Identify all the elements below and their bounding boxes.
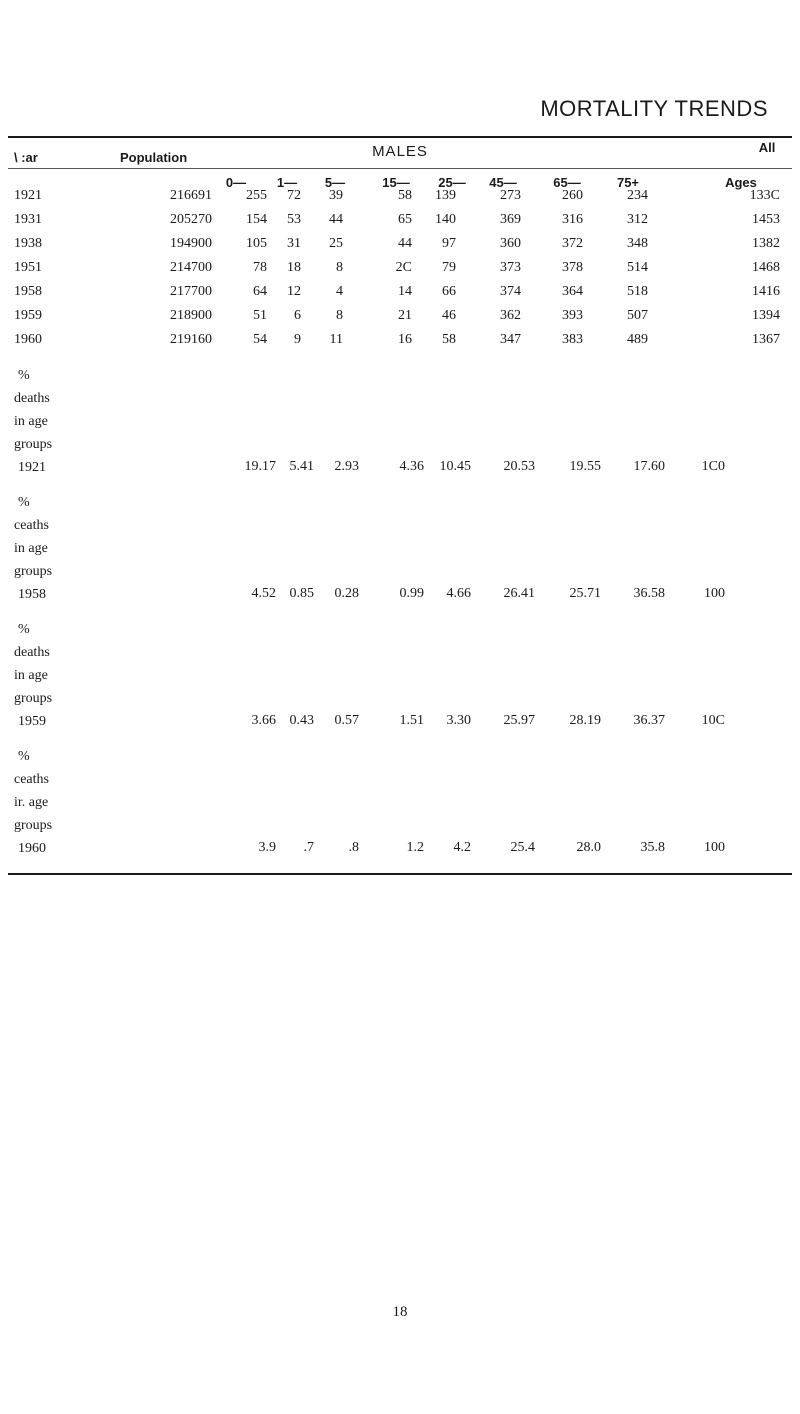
percent-cell: 0.85 [289, 586, 314, 601]
table-cell: 260 [562, 188, 583, 203]
table-cell: 64 [253, 284, 267, 299]
percent-cell: .8 [348, 840, 359, 855]
table-cell: 97 [442, 236, 456, 251]
percent-label-line: ir. age [14, 795, 49, 810]
bottom-rule [8, 873, 792, 875]
table-cell: 1367 [752, 332, 780, 347]
percent-cell: 3.66 [251, 713, 276, 728]
table-cell: 273 [500, 188, 521, 203]
percent-cell: 36.58 [633, 586, 665, 601]
row-population: 218900 [170, 308, 212, 323]
table-cell: 514 [627, 260, 648, 275]
table-cell: 312 [627, 212, 648, 227]
table-cell: 6 [294, 308, 301, 323]
table-cell: 378 [562, 260, 583, 275]
table-cell: 362 [500, 308, 521, 323]
table-cell: 66 [442, 284, 456, 299]
percent-cell: 17.60 [633, 459, 665, 474]
table-cell: 78 [253, 260, 267, 275]
males-heading: MALES [372, 143, 428, 160]
table-cell: 1394 [752, 308, 780, 323]
table-cell: 65 [398, 212, 412, 227]
percent-label-line: groups [14, 437, 53, 452]
table-cell: 46 [442, 308, 456, 323]
row-population: 194900 [170, 236, 212, 251]
age-header-6: 65— [553, 175, 581, 190]
table-cell: 383 [562, 332, 583, 347]
table-cell: 44 [398, 236, 412, 251]
percent-label-line: % [18, 368, 30, 383]
age-header-3: 15— [382, 175, 410, 190]
header-rule [8, 168, 792, 169]
percent-cell: 3.30 [446, 713, 471, 728]
row-population: 217700 [170, 284, 212, 299]
table-cell: 139 [435, 188, 456, 203]
percent-year: 1960 [18, 841, 46, 856]
table-cell: 39 [329, 188, 343, 203]
page-title: MORTALITY TRENDS [540, 96, 768, 121]
percent-cell: 20.53 [503, 459, 535, 474]
table-cell: 12 [287, 284, 301, 299]
table-cell: 133C [749, 188, 780, 203]
percent-cell: 28.0 [576, 840, 601, 855]
percent-label-line: in age [14, 541, 48, 556]
row-year: 1958 [14, 284, 42, 299]
table-cell: 1468 [752, 260, 780, 275]
percent-year: 1958 [18, 587, 46, 602]
table-cell: 360 [500, 236, 521, 251]
table-cell: 58 [442, 332, 456, 347]
percent-label-line: deaths [14, 645, 50, 660]
table-cell: 234 [627, 188, 648, 203]
age-header-0: 0— [225, 175, 247, 190]
percent-cell: 19.17 [244, 459, 276, 474]
percent-year: 1959 [18, 714, 46, 729]
table-cell: 105 [246, 236, 267, 251]
percent-cell: 4.66 [446, 586, 471, 601]
percent-cell: 4.2 [453, 840, 471, 855]
table-cell: 58 [398, 188, 412, 203]
percent-label-line: % [18, 622, 30, 637]
row-year: 1960 [14, 332, 42, 347]
percent-cell: 1C0 [701, 459, 725, 474]
page-number: 18 [392, 1304, 408, 1320]
percent-label-line: groups [14, 564, 53, 579]
percent-label-line: groups [14, 691, 53, 706]
table-cell: 1416 [752, 284, 780, 299]
table-cell: 14 [398, 284, 412, 299]
table-cell: 140 [435, 212, 456, 227]
percent-cell: 3.9 [258, 840, 276, 855]
percent-cell: 4.36 [399, 459, 424, 474]
percent-cell: 19.55 [569, 459, 601, 474]
percent-cell: 25.4 [510, 840, 535, 855]
table-cell: 4 [336, 284, 343, 299]
table-cell: 11 [329, 332, 343, 347]
percent-cell: 5.41 [289, 459, 314, 474]
table-cell: 9 [294, 332, 301, 347]
population-header: Population [120, 150, 188, 165]
percent-cell: 1.51 [399, 713, 424, 728]
row-year: 1959 [14, 308, 42, 323]
all-header: All [758, 140, 776, 155]
table-cell: 31 [287, 236, 301, 251]
age-header-7: 75+ [616, 175, 640, 190]
table-cell: 25 [329, 236, 343, 251]
table-cell: 507 [627, 308, 648, 323]
top-rule [8, 136, 792, 138]
percent-label-line: deaths [14, 391, 50, 406]
table-cell: 489 [627, 332, 648, 347]
table-cell: 44 [329, 212, 343, 227]
table-cell: 16 [398, 332, 412, 347]
row-year: 1951 [14, 260, 42, 275]
percent-cell: .7 [303, 840, 314, 855]
table-cell: 51 [253, 308, 267, 323]
table-cell: 154 [246, 212, 267, 227]
table-cell: 8 [336, 308, 343, 323]
percent-label-line: % [18, 495, 30, 510]
row-population: 205270 [170, 212, 212, 227]
row-year: 1938 [14, 236, 42, 251]
table-cell: 53 [287, 212, 301, 227]
percent-label-line: groups [14, 818, 53, 833]
table-cell: 1453 [752, 212, 780, 227]
row-population: 214700 [170, 260, 212, 275]
percent-cell: 35.8 [640, 840, 665, 855]
year-header: \ :ar [14, 150, 38, 165]
percent-cell: 10.45 [439, 459, 471, 474]
percent-cell: 2.93 [334, 459, 359, 474]
table-cell: 364 [562, 284, 583, 299]
table-cell: 18 [287, 260, 301, 275]
age-header-8: Ages [725, 175, 757, 190]
percent-cell: 100 [704, 840, 725, 855]
age-header-1: 1— [276, 175, 298, 190]
percent-label-line: % [18, 749, 30, 764]
row-year: 1931 [14, 212, 42, 227]
table-cell: 348 [627, 236, 648, 251]
percent-cell: 25.97 [503, 713, 535, 728]
percent-cell: 0.99 [399, 586, 424, 601]
table-cell: 393 [562, 308, 583, 323]
table-cell: 72 [287, 188, 301, 203]
age-header-4: 25— [438, 175, 466, 190]
table-cell: 316 [562, 212, 583, 227]
age-header-5: 45— [489, 175, 517, 190]
percent-label-line: ceaths [14, 518, 49, 533]
table-cell: 347 [500, 332, 521, 347]
percent-cell: 28.19 [569, 713, 601, 728]
table-cell: 373 [500, 260, 521, 275]
percent-cell: 25.71 [569, 586, 601, 601]
table-cell: 372 [562, 236, 583, 251]
percent-label-line: in age [14, 668, 48, 683]
percent-label-line: ceaths [14, 772, 49, 787]
percent-cell: 36.37 [633, 713, 665, 728]
table-cell: 369 [500, 212, 521, 227]
age-header-2: 5— [324, 175, 346, 190]
row-year: 1921 [14, 188, 42, 203]
percent-cell: 0.43 [289, 713, 314, 728]
table-cell: 1382 [752, 236, 780, 251]
table-cell: 79 [442, 260, 456, 275]
percent-cell: 4.52 [251, 586, 276, 601]
table-cell: 518 [627, 284, 648, 299]
table-cell: 2C [395, 260, 412, 275]
table-cell: 8 [336, 260, 343, 275]
percent-cell: 0.57 [334, 713, 359, 728]
row-population: 216691 [170, 188, 212, 203]
percent-cell: 26.41 [503, 586, 535, 601]
table-cell: 54 [253, 332, 267, 347]
percent-cell: 10C [701, 713, 725, 728]
percent-cell: 1.2 [406, 840, 424, 855]
percent-label-line: in age [14, 414, 48, 429]
table-cell: 21 [398, 308, 412, 323]
percent-cell: 0.28 [334, 586, 359, 601]
row-population: 219160 [170, 332, 212, 347]
table-cell: 255 [246, 188, 267, 203]
table-cell: 374 [500, 284, 521, 299]
percent-year: 1921 [18, 460, 46, 475]
percent-cell: 100 [704, 586, 725, 601]
